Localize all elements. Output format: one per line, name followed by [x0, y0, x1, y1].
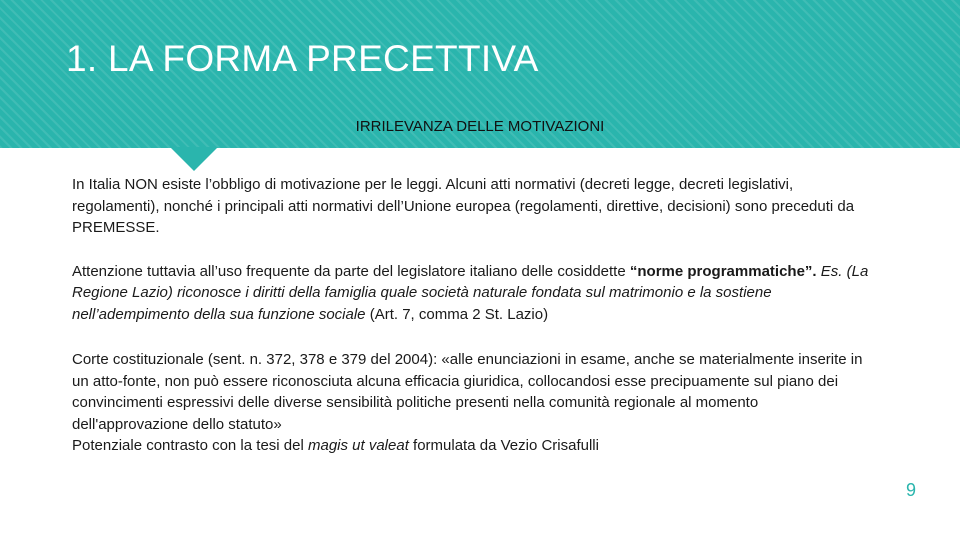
paragraph-motivation: In Italia NON esiste l’obbligo di motivazione per le leggi. Alcuni atti normativi (decreti legge, decreti legislativi, regolamenti), nonché i principali atti normativi dell’Unione europea (regolamenti, direttive, decisioni) sono preceduti da PREMESSE.	[72, 176, 855, 236]
paragraph-constitutional-court	[72, 349, 872, 457]
paragraph-programmatic-norms	[72, 261, 872, 326]
slide-subtitle: IRRILEVANZA DELLE MOTIVAZIONI	[355, 118, 605, 135]
magis-ut-valeat-italic: magis ut valeat	[307, 437, 409, 454]
programmatic-intro-text: Attenzione tuttavia all’uso frequente da parte del legislatore italiano delle cosiddette	[72, 262, 630, 280]
header-notch-decoration	[170, 147, 218, 171]
programmatic-example-italic: Es. (La Regione Lazio) riconosce i diritti della famiglia quale società naturale fondata sul matrimonio e la sostiene nell’adempimento della sua funzione sociale	[72, 262, 869, 323]
slide-title: 1. LA FORMA PRECETTIVA	[66, 38, 539, 79]
programmatic-norms-bold: “norme programmatiche”.	[629, 262, 817, 280]
court-quote-text: Corte costituzionale (sent. n. 372, 378 e 379 del 2004): «alle enunciazioni in esame, anche se materialmente inserite in un atto-fonte, non può essere riconosciuta alcuna efficacia giuridica, collocandosi esse precipuamente sul piano dei convincimenti espressivi delle diverse sensibilità politiche presenti nella comunità regionale al momento dell'approvazione dello statuto»	[72, 351, 863, 433]
crisafulli-end: formulata da Vezio Crisafulli	[408, 437, 599, 454]
page-number: 9	[905, 480, 916, 500]
programmatic-reference: (Art. 7, comma 2 St. Lazio)	[365, 305, 549, 323]
slide-body	[72, 174, 872, 457]
crisafulli-intro: Potenziale contrasto con la tesi del	[72, 437, 308, 454]
